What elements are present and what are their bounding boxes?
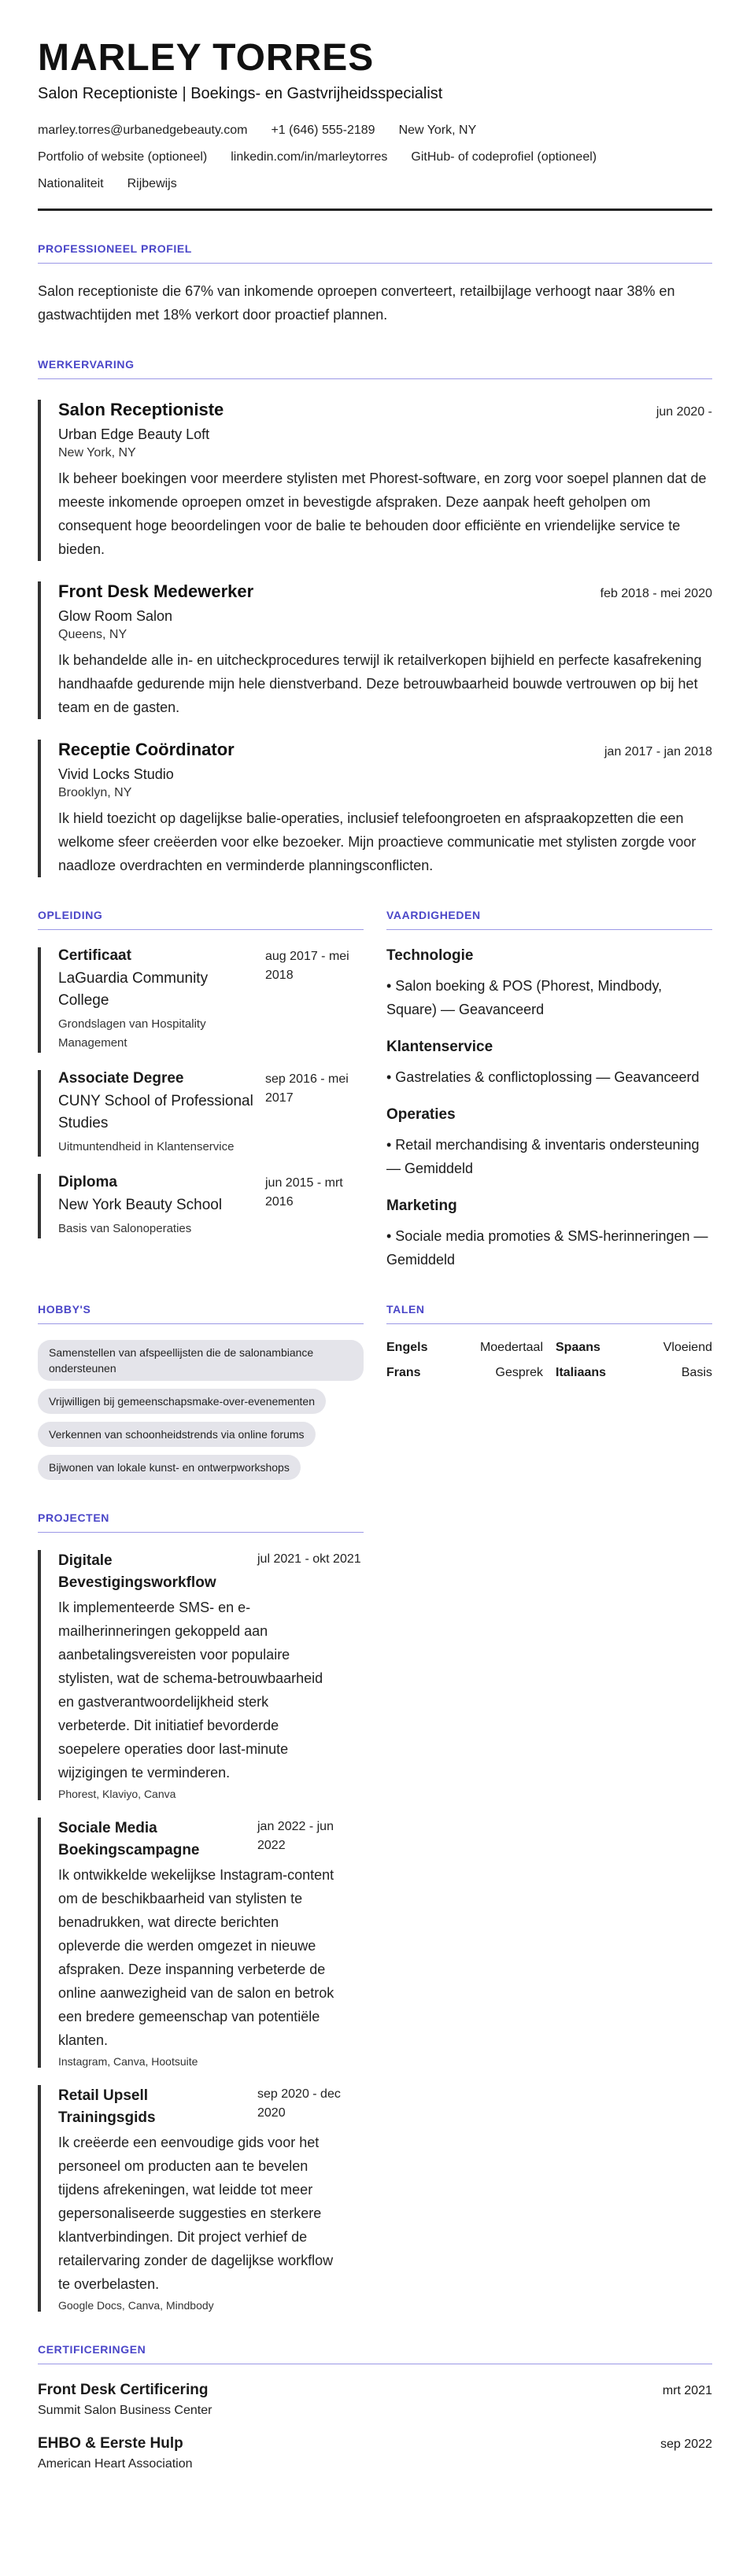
skill-category: Operaties <box>386 1106 456 1123</box>
education-school: New York Beauty School <box>58 1197 223 1213</box>
language-item <box>556 1335 712 1360</box>
hobby-tag: Verkennen van schoonheidstrends via online forums <box>38 1422 316 1447</box>
language-level: Moedertaal <box>479 1341 543 1354</box>
project-item <box>38 1550 364 1800</box>
skill-items: • Sociale media promoties & SMS-herinneringen — Gemiddeld <box>386 1228 708 1268</box>
resume-header <box>38 38 712 211</box>
experience-company: Glow Room Salon <box>58 608 173 624</box>
experience-description: Ik hield toezicht op dagelijkse balie-operaties, inclusief telefoongroeten en afspraakopzetten die een welkome sfeer creëerden voor elke bezoeker. Mijn proactieve communicatie met stylisten zorgde voor naadloze overdrachten en verminderde planningsconflicten. <box>58 810 696 873</box>
education-field: Grondslagen van Hospitality Management <box>58 1017 206 1050</box>
experience-company: Vivid Locks Studio <box>58 766 174 782</box>
projects-row <box>38 1480 712 2312</box>
education-field: Uitmuntendheid in Klantenservice <box>58 1140 235 1153</box>
skill-category: Technologie <box>386 947 474 964</box>
contact-location: New York, NY <box>398 124 477 137</box>
experience-date: jun 2020 - <box>656 405 712 419</box>
education-school: CUNY School of Professional Studies <box>58 1093 253 1131</box>
contact-info <box>38 117 712 197</box>
contact-linkedin[interactable]: linkedin.com/in/marleytorres <box>231 150 388 164</box>
project-tools: Phorest, Klaviyo, Canva <box>58 1788 176 1800</box>
skill-category: Marketing <box>386 1198 457 1214</box>
language-item <box>386 1335 543 1360</box>
experience-description: Ik beheer boekingen voor meerdere stylisten met Phorest-software, en zorg voor soepel plannen dat de meeste inkomende oproepen omzet in bevestigde afspraken. Deze aanpak heeft geholpen om consequent hoge beoordelingen voor de balie te behouden door efficiënte en vriendelijke service te bieden. <box>58 471 707 557</box>
language-name: Engels <box>386 1341 428 1354</box>
education-degree: Diploma <box>58 1174 117 1190</box>
experience-item <box>38 581 712 719</box>
skill-items: • Retail merchandising & inventaris ondersteuning — Gemiddeld <box>386 1137 700 1176</box>
hobby-tag: Vrijwilligen bij gemeenschapsmake-over-evenementen <box>38 1389 326 1414</box>
contact-website[interactable]: Portfolio of website (optioneel) <box>38 150 208 164</box>
experience-item <box>38 740 712 877</box>
certification-date: sep 2022 <box>660 2438 712 2451</box>
section-title-hobbies: HOBBY'S <box>38 1303 364 1324</box>
experience-section <box>38 358 712 877</box>
language-level: Gesprek <box>495 1366 543 1379</box>
certification-name: Front Desk Certificering <box>38 2382 209 2398</box>
hobbies-section <box>38 1271 364 1480</box>
contact-phone[interactable]: +1 (646) 555-2189 <box>271 124 375 137</box>
education-field: Basis van Salonoperaties <box>58 1222 192 1235</box>
skill-items: • Gastrelaties & conflictoplossing — Geavanceerd <box>386 1069 700 1085</box>
contact-github[interactable]: GitHub- of codeprofiel (optioneel) <box>411 150 597 164</box>
experience-description: Ik behandelde alle in- en uitcheckprocedures terwijl ik retailverkopen bijhield en perfecte kasafrekening handhaafde gedurende mijn hele dienstverband. Deze betrouwbaarheid bouwde vertrouwen op bij het team en de gasten. <box>58 652 702 715</box>
project-description: Ik implementeerde SMS- en e-mailherinneringen gekoppeld aan aanbetalingsvereisten voor populaire stylisten, wat de schema-betrouwbaarheid en gastverantwoordelijkheid sterk verbeterde. Dit initiatief bevorderde soepelere operaties door last-minute wijzigingen te verminderen. <box>58 1600 323 1781</box>
contact-license: Rijbewijs <box>127 177 177 190</box>
certification-issuer: American Heart Association <box>38 2457 193 2471</box>
experience-date: jan 2017 - jan 2018 <box>604 745 712 758</box>
contact-email[interactable]: marley.torres@urbanedgebeauty.com <box>38 124 248 137</box>
hobbies-languages-row <box>38 1271 712 1480</box>
candidate-name: MARLEY TORRES <box>38 37 375 79</box>
certification-item <box>38 2382 712 2418</box>
education-item <box>38 1174 364 1238</box>
contact-nationality: Nationaliteit <box>38 177 104 190</box>
section-title-skills: VAARDIGHEDEN <box>386 909 712 930</box>
certifications-section <box>38 2343 712 2471</box>
skill-items: • Salon boeking & POS (Phorest, Mindbody, Square) — Geavanceerd <box>386 978 663 1017</box>
languages-section <box>386 1271 712 1480</box>
skill-category: Klantenservice <box>386 1039 493 1055</box>
education-date: aug 2017 - mei 2018 <box>265 950 349 982</box>
project-description: Ik creëerde een eenvoudige gids voor het personeel om producten aan te bevelen tijdens afrekeningen, wat leidde tot meer gepersonaliseerde suggesties en sterkere klantverbindingen. Dit project verhief de retailervaring zonder de dagelijkse workflow te overbelasten. <box>58 2135 334 2292</box>
education-degree: Certificaat <box>58 947 131 964</box>
candidate-title: Salon Receptioniste | Boekings- en Gastvrijheidsspecialist <box>38 85 443 102</box>
section-title-education: OPLEIDING <box>38 909 364 930</box>
project-title: Digitale Bevestigingsworkflow <box>58 1552 216 1591</box>
education-section <box>38 877 364 1271</box>
projects-section <box>38 1480 364 2312</box>
hobby-tag: Bijwonen van lokale kunst- en ontwerpworkshops <box>38 1455 301 1480</box>
project-item <box>38 2085 364 2312</box>
empty-column <box>386 1480 712 2312</box>
section-title-projects: PROJECTEN <box>38 1511 364 1533</box>
experience-item <box>38 400 712 561</box>
project-tools: Google Docs, Canva, Mindbody <box>58 2299 214 2312</box>
experience-date: feb 2018 - mei 2020 <box>600 587 712 600</box>
skills-section <box>386 877 712 1271</box>
language-name: Frans <box>386 1366 421 1379</box>
experience-location: New York, NY <box>58 446 136 459</box>
education-degree: Associate Degree <box>58 1070 184 1087</box>
profile-text: Salon receptioniste die 67% van inkomende oproepen converteert, retailbijlage verhoogt naar 38% en gastwachtijden met 18% verkort door proactief plannen. <box>38 283 675 323</box>
certification-name: EHBO & Eerste Hulp <box>38 2435 183 2452</box>
section-title-experience: WERKERVARING <box>38 358 712 379</box>
experience-location: Brooklyn, NY <box>58 786 132 799</box>
experience-location: Queens, NY <box>58 628 127 641</box>
language-name: Spaans <box>556 1341 600 1354</box>
header-divider <box>38 209 712 211</box>
experience-company: Urban Edge Beauty Loft <box>58 426 210 442</box>
project-title: Retail Upsell Trainingsgids <box>58 2087 156 2126</box>
education-item <box>38 1070 364 1157</box>
experience-role: Salon Receptioniste <box>58 400 224 419</box>
project-date: jul 2021 - okt 2021 <box>257 1552 361 1566</box>
hobby-tag: Samenstellen van afspeellijsten die de salonambiance ondersteunen <box>38 1340 364 1381</box>
section-title-profile: PROFESSIONEEL PROFIEL <box>38 242 712 264</box>
project-title: Sociale Media Boekingscampagne <box>58 1820 200 1858</box>
section-title-languages: TALEN <box>386 1303 712 1324</box>
experience-role: Front Desk Medewerker <box>58 581 254 601</box>
language-level: Vloeiend <box>663 1341 712 1354</box>
certification-item <box>38 2435 712 2471</box>
education-date: jun 2015 - mrt 2016 <box>265 1176 343 1209</box>
project-date: sep 2020 - dec 2020 <box>257 2087 341 2120</box>
certification-issuer: Summit Salon Business Center <box>38 2404 212 2417</box>
section-title-certifications: CERTIFICERINGEN <box>38 2343 712 2364</box>
language-name: Italiaans <box>556 1366 607 1379</box>
language-item <box>556 1360 712 1386</box>
education-skills-row <box>38 877 712 1271</box>
project-item <box>38 1818 364 2068</box>
education-item <box>38 947 364 1053</box>
education-school: LaGuardia Community College <box>58 970 209 1009</box>
education-date: sep 2016 - mei 2017 <box>265 1072 349 1105</box>
project-date: jan 2022 - jun 2022 <box>257 1820 334 1852</box>
certification-date: mrt 2021 <box>662 2384 712 2397</box>
project-tools: Instagram, Canva, Hootsuite <box>58 2055 198 2068</box>
project-description: Ik ontwikkelde wekelijkse Instagram-content om de beschikbaarheid van stylisten te benadrukken, wat directe berichten opleverde die werden omgezet in nieuwe afspraken. Deze inspanning verbeterde de online aanwezigheid van de salon en betrok een bredere gemeenschap van potentiële klanten. <box>58 1867 334 2048</box>
experience-role: Receptie Coördinator <box>58 740 235 759</box>
language-item <box>386 1360 543 1386</box>
language-level: Basis <box>681 1366 712 1379</box>
profile-section <box>38 242 712 327</box>
